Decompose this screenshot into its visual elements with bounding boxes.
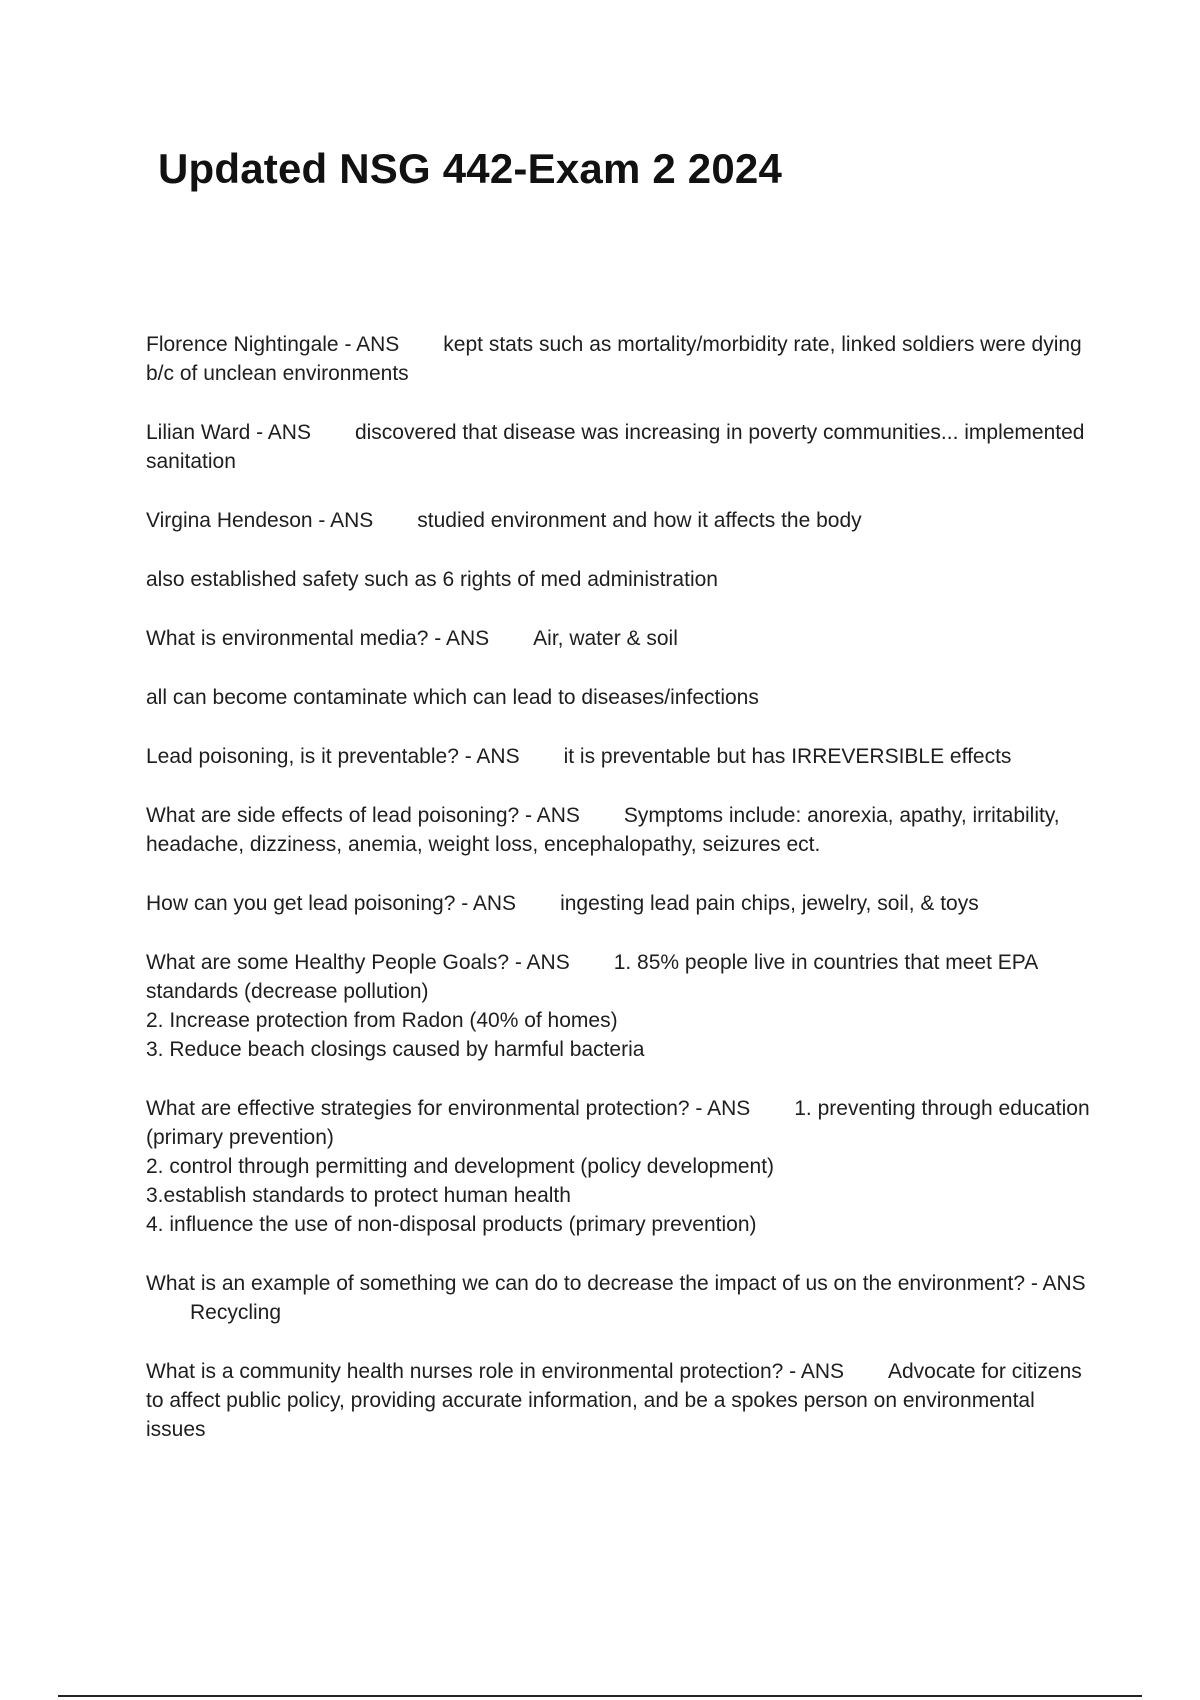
qa-entry [146,948,1096,1064]
answer-text: kept stats such as mortality/morbidity rate, linked soldiers were dying b/c of unclean environments [146,333,1082,385]
answer-line: 3.establish standards to protect human health [146,1184,571,1207]
question-text: What are effective strategies for environmental protection? - ANS [146,1097,751,1120]
qa-entry [146,1094,1096,1239]
answer-text: also established safety such as 6 rights of med administration [146,568,718,591]
answer-text: Recycling [190,1301,282,1324]
qa-entry [146,330,1096,388]
qa-entry [146,801,1096,859]
qa-entry [146,418,1096,476]
answer-text: all can become contaminate which can lead to diseases/infections [146,686,759,709]
question-text: What is environmental media? - ANS [146,627,490,650]
qa-entries [146,330,1096,1474]
answer-text: 1. preventing through education (primary prevention) [146,1097,1090,1149]
answer-line: 3. Reduce beach closings caused by harmful bacteria [146,1038,645,1061]
answer-text: it is preventable but has IRREVERSIBLE effects [563,745,1012,768]
question-text: What is a community health nurses role in environmental protection? - ANS [146,1360,844,1383]
qa-continuation [146,565,1096,594]
qa-entry [146,889,1096,918]
qa-entry [146,506,1096,535]
answer-text: studied environment and how it affects the body [417,509,862,532]
question-text: What are some Healthy People Goals? - ANS [146,951,570,974]
answer-line: 2. control through permitting and development (policy development) [146,1155,775,1178]
qa-entry [146,624,1096,653]
answer-line: 4. influence the use of non-disposal products (primary prevention) [146,1213,757,1236]
answer-text: Symptoms include: anorexia, apathy, irritability, headache, dizziness, anemia, weight loss, encephalopathy, seizures ect. [146,804,1060,856]
answer-text: Advocate for citizens to affect public policy, providing accurate information, and be a spokes person on environmental issues [146,1360,1082,1441]
qa-entry [146,742,1096,771]
question-text: What are side effects of lead poisoning? - ANS [146,804,580,827]
question-text: Virgina Hendeson - ANS [146,509,374,532]
answer-text: discovered that disease was increasing in poverty communities... implemented sanitation [146,421,1085,473]
question-text: Florence Nightingale - ANS [146,333,400,356]
footer-divider [58,1695,1142,1697]
answer-line: 2. Increase protection from Radon (40% of homes) [146,1009,618,1032]
answer-text: Air, water & soil [533,627,678,650]
question-text: Lead poisoning, is it preventable? - ANS [146,745,520,768]
question-text: How can you get lead poisoning? - ANS [146,892,517,915]
question-text: Lilian Ward - ANS [146,421,311,444]
qa-continuation [146,683,1096,712]
answer-text: 1. 85% people live in countries that meet EPA standards (decrease pollution) [146,951,1038,1003]
document-title: Updated NSG 442-Exam 2 2024 [158,145,783,192]
answer-text: ingesting lead pain chips, jewelry, soil, & toys [560,892,979,915]
qa-entry [146,1269,1096,1327]
question-text: What is an example of something we can do to decrease the impact of us on the environment? - ANS [146,1272,1086,1295]
qa-entry [146,1357,1096,1444]
